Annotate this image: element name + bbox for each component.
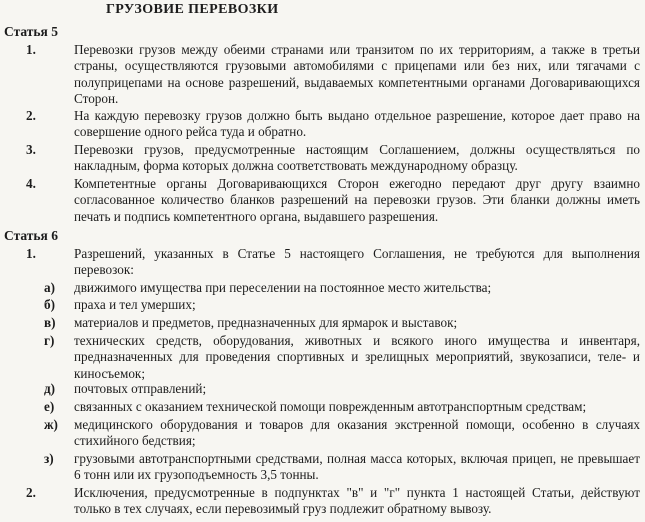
subitem-letter: е) — [44, 399, 55, 414]
article-5-heading: Статья 5 — [4, 24, 58, 39]
subitem-text: грузовыми автотранспортными средствами, полная масса которых, включая прицеп, не превышает 6 тонн или их грузоподъемность 3,5 тонны. — [74, 451, 640, 483]
paragraph-text: На каждую перевозку грузов должно быть выдано отдельное разрешение, которое дает право на совершение одного рейса туда и обратно. — [74, 108, 640, 140]
paragraph-text: Разрешений, указанных в Статье 5 настоящего Соглашения, не требуются для выполнения перевозок: — [74, 246, 640, 278]
paragraph-text: Перевозки грузов между обеими странами или транзитом по их территориям, а также в третьи страны, осуществляются грузовыми автомобилями с прицепами или без них, или тягачами с полуприцепами на основе разрешений, выдаваемых компетентными органами Договаривающихся Сторон. — [74, 42, 640, 107]
subitem-letter: г) — [44, 333, 55, 348]
subitem-text: связанных с оказанием технической помощи поврежденным автотранспортным средствам; — [74, 399, 587, 414]
paragraph-number: 4. — [26, 176, 36, 191]
subitem-text: материалов и предметов, предназначенных для ярмарок и выставок; — [74, 315, 458, 330]
subitem-text: почтовых отправлений; — [74, 381, 207, 396]
article-6-heading: Статья 6 — [4, 228, 58, 243]
paragraph-text: Компетентные органы Договаривающихся Сторон ежегодно передают друг другу взаимно согласованное количество бланков разрешений на перевозки грузов. Эти бланки должны иметь печать и подпись компетентного органа, выдавшего разрешения. — [74, 176, 640, 224]
paragraph-number: 2. — [26, 108, 36, 123]
subitem-letter: д) — [44, 381, 56, 396]
paragraph-number: 3. — [26, 142, 36, 157]
subitem-text: движимого имущества при переселении на постоянное место жительства; — [74, 280, 492, 295]
paragraph-number: 1. — [26, 42, 36, 57]
subitem-letter: б) — [44, 297, 55, 312]
subitem-letter: а) — [44, 280, 55, 295]
paragraph-text: Перевозки грузов, предусмотренные настоящим Соглашением, должны осуществляться по накладным, форма которых должна соответствовать международному образцу. — [74, 142, 640, 174]
paragraph-number: 2. — [26, 485, 36, 500]
subitem-text: праха и тел умерших; — [74, 297, 196, 312]
subitem-letter: ж) — [44, 417, 58, 432]
document-title: ГРУЗОВИЕ ПЕРЕВОЗКИ — [106, 2, 279, 17]
subitem-text: медицинского оборудования и товаров для оказания экстренной помощи, особенно в случаях стихийного бедствия; — [74, 417, 640, 449]
subitem-letter: в) — [44, 315, 56, 330]
paragraph-text: Исключения, предусмотренные в подпунктах "в" и "г" пункта 1 настоящей Статьи, действуют только в тех случаях, если перевозимый груз подлежит обратному вывозу. — [74, 485, 640, 517]
paragraph-number: 1. — [26, 246, 36, 261]
subitem-letter: з) — [44, 451, 54, 466]
subitem-text: технических средств, оборудования, животных и всякого иного имущества и инвентаря, предназначенных для проведения спортивных и зрелищных мероприятий, звукозаписи, теле- и киносъемок; — [74, 333, 640, 381]
